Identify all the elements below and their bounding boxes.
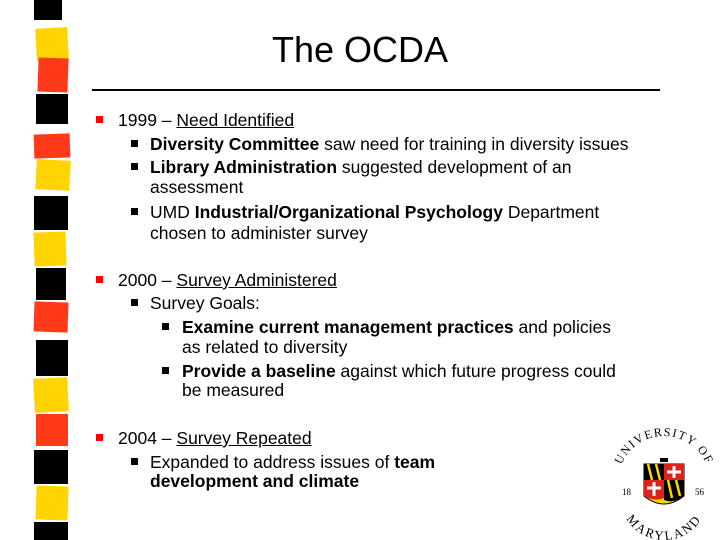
bullet-marker	[162, 323, 169, 330]
item-text: against which future progress could	[335, 361, 616, 381]
list-item	[150, 202, 599, 222]
strip-block	[34, 133, 71, 158]
strip-block	[33, 377, 69, 413]
item-continuation: assessment	[150, 177, 244, 197]
bullet-marker	[131, 208, 138, 215]
item-bold: team	[394, 452, 436, 472]
item-bold: Examine current management practices	[182, 317, 514, 337]
list-item	[182, 317, 611, 337]
item-text: suggested development of an	[337, 157, 572, 177]
bullet-marker	[131, 140, 138, 147]
section-heading	[118, 428, 312, 448]
bullet-marker	[131, 163, 138, 170]
bullet-marker	[96, 434, 103, 441]
item-bold: Library Administration	[150, 157, 338, 177]
bullet-marker	[131, 458, 138, 465]
strip-block	[34, 196, 68, 230]
section-title: Need Identified	[176, 110, 295, 130]
strip-block	[34, 522, 68, 540]
list-item	[150, 157, 572, 177]
list-item	[150, 452, 435, 472]
title-underline	[92, 89, 660, 91]
seal-year-right: 56	[695, 487, 704, 497]
bullet-marker	[96, 276, 103, 283]
item-continuation: be measured	[182, 380, 285, 400]
seal-year-left: 18	[622, 487, 631, 497]
item-bold: Provide a baseline	[182, 361, 336, 381]
section-year: 1999 –	[118, 110, 177, 130]
strip-block	[34, 450, 68, 484]
list-item: Survey Goals:	[150, 293, 260, 313]
item-continuation: as related to diversity	[182, 337, 348, 357]
strip-block	[36, 340, 68, 376]
seal-text-bottom: MARYLAND	[623, 511, 705, 540]
strip-block	[33, 301, 68, 332]
strip-block	[36, 414, 68, 446]
list-item	[182, 361, 616, 381]
strip-block	[36, 94, 68, 124]
strip-block	[36, 268, 66, 300]
section-title: Survey Administered	[176, 270, 337, 290]
item-text: Department	[502, 202, 600, 222]
section-year: 2004 –	[118, 428, 177, 448]
university-seal-logo	[600, 400, 720, 540]
strip-block	[37, 57, 68, 92]
item-continuation: chosen to administer survey	[150, 223, 368, 243]
strip-block	[33, 231, 66, 266]
section-heading	[118, 270, 337, 290]
slide-title: The OCDA	[271, 29, 449, 70]
section-year: 2000 –	[118, 270, 177, 290]
bullet-marker	[96, 116, 103, 123]
section-heading	[118, 110, 294, 130]
item-continuation	[150, 471, 359, 491]
item-text: UMD	[150, 202, 195, 222]
strip-block	[35, 27, 69, 61]
shield-icon	[644, 458, 684, 504]
strip-block	[35, 485, 68, 520]
item-text: saw need for training in diversity issues	[319, 134, 629, 154]
bullet-marker	[162, 367, 169, 374]
item-text: Expanded to address issues of	[150, 452, 395, 472]
decorative-strip	[0, 0, 80, 540]
item-bold: Industrial/Organizational Psychology	[194, 202, 503, 222]
item-bold: Diversity Committee	[150, 134, 320, 154]
item-bold: development and climate	[150, 471, 360, 491]
item-text: and policies	[513, 317, 611, 337]
seal-text-top: UNIVERSITY OF	[611, 424, 717, 467]
section-title: Survey Repeated	[176, 428, 312, 448]
strip-block	[35, 159, 71, 191]
list-item	[150, 134, 629, 154]
strip-block	[34, 0, 62, 20]
bullet-marker	[131, 299, 138, 306]
